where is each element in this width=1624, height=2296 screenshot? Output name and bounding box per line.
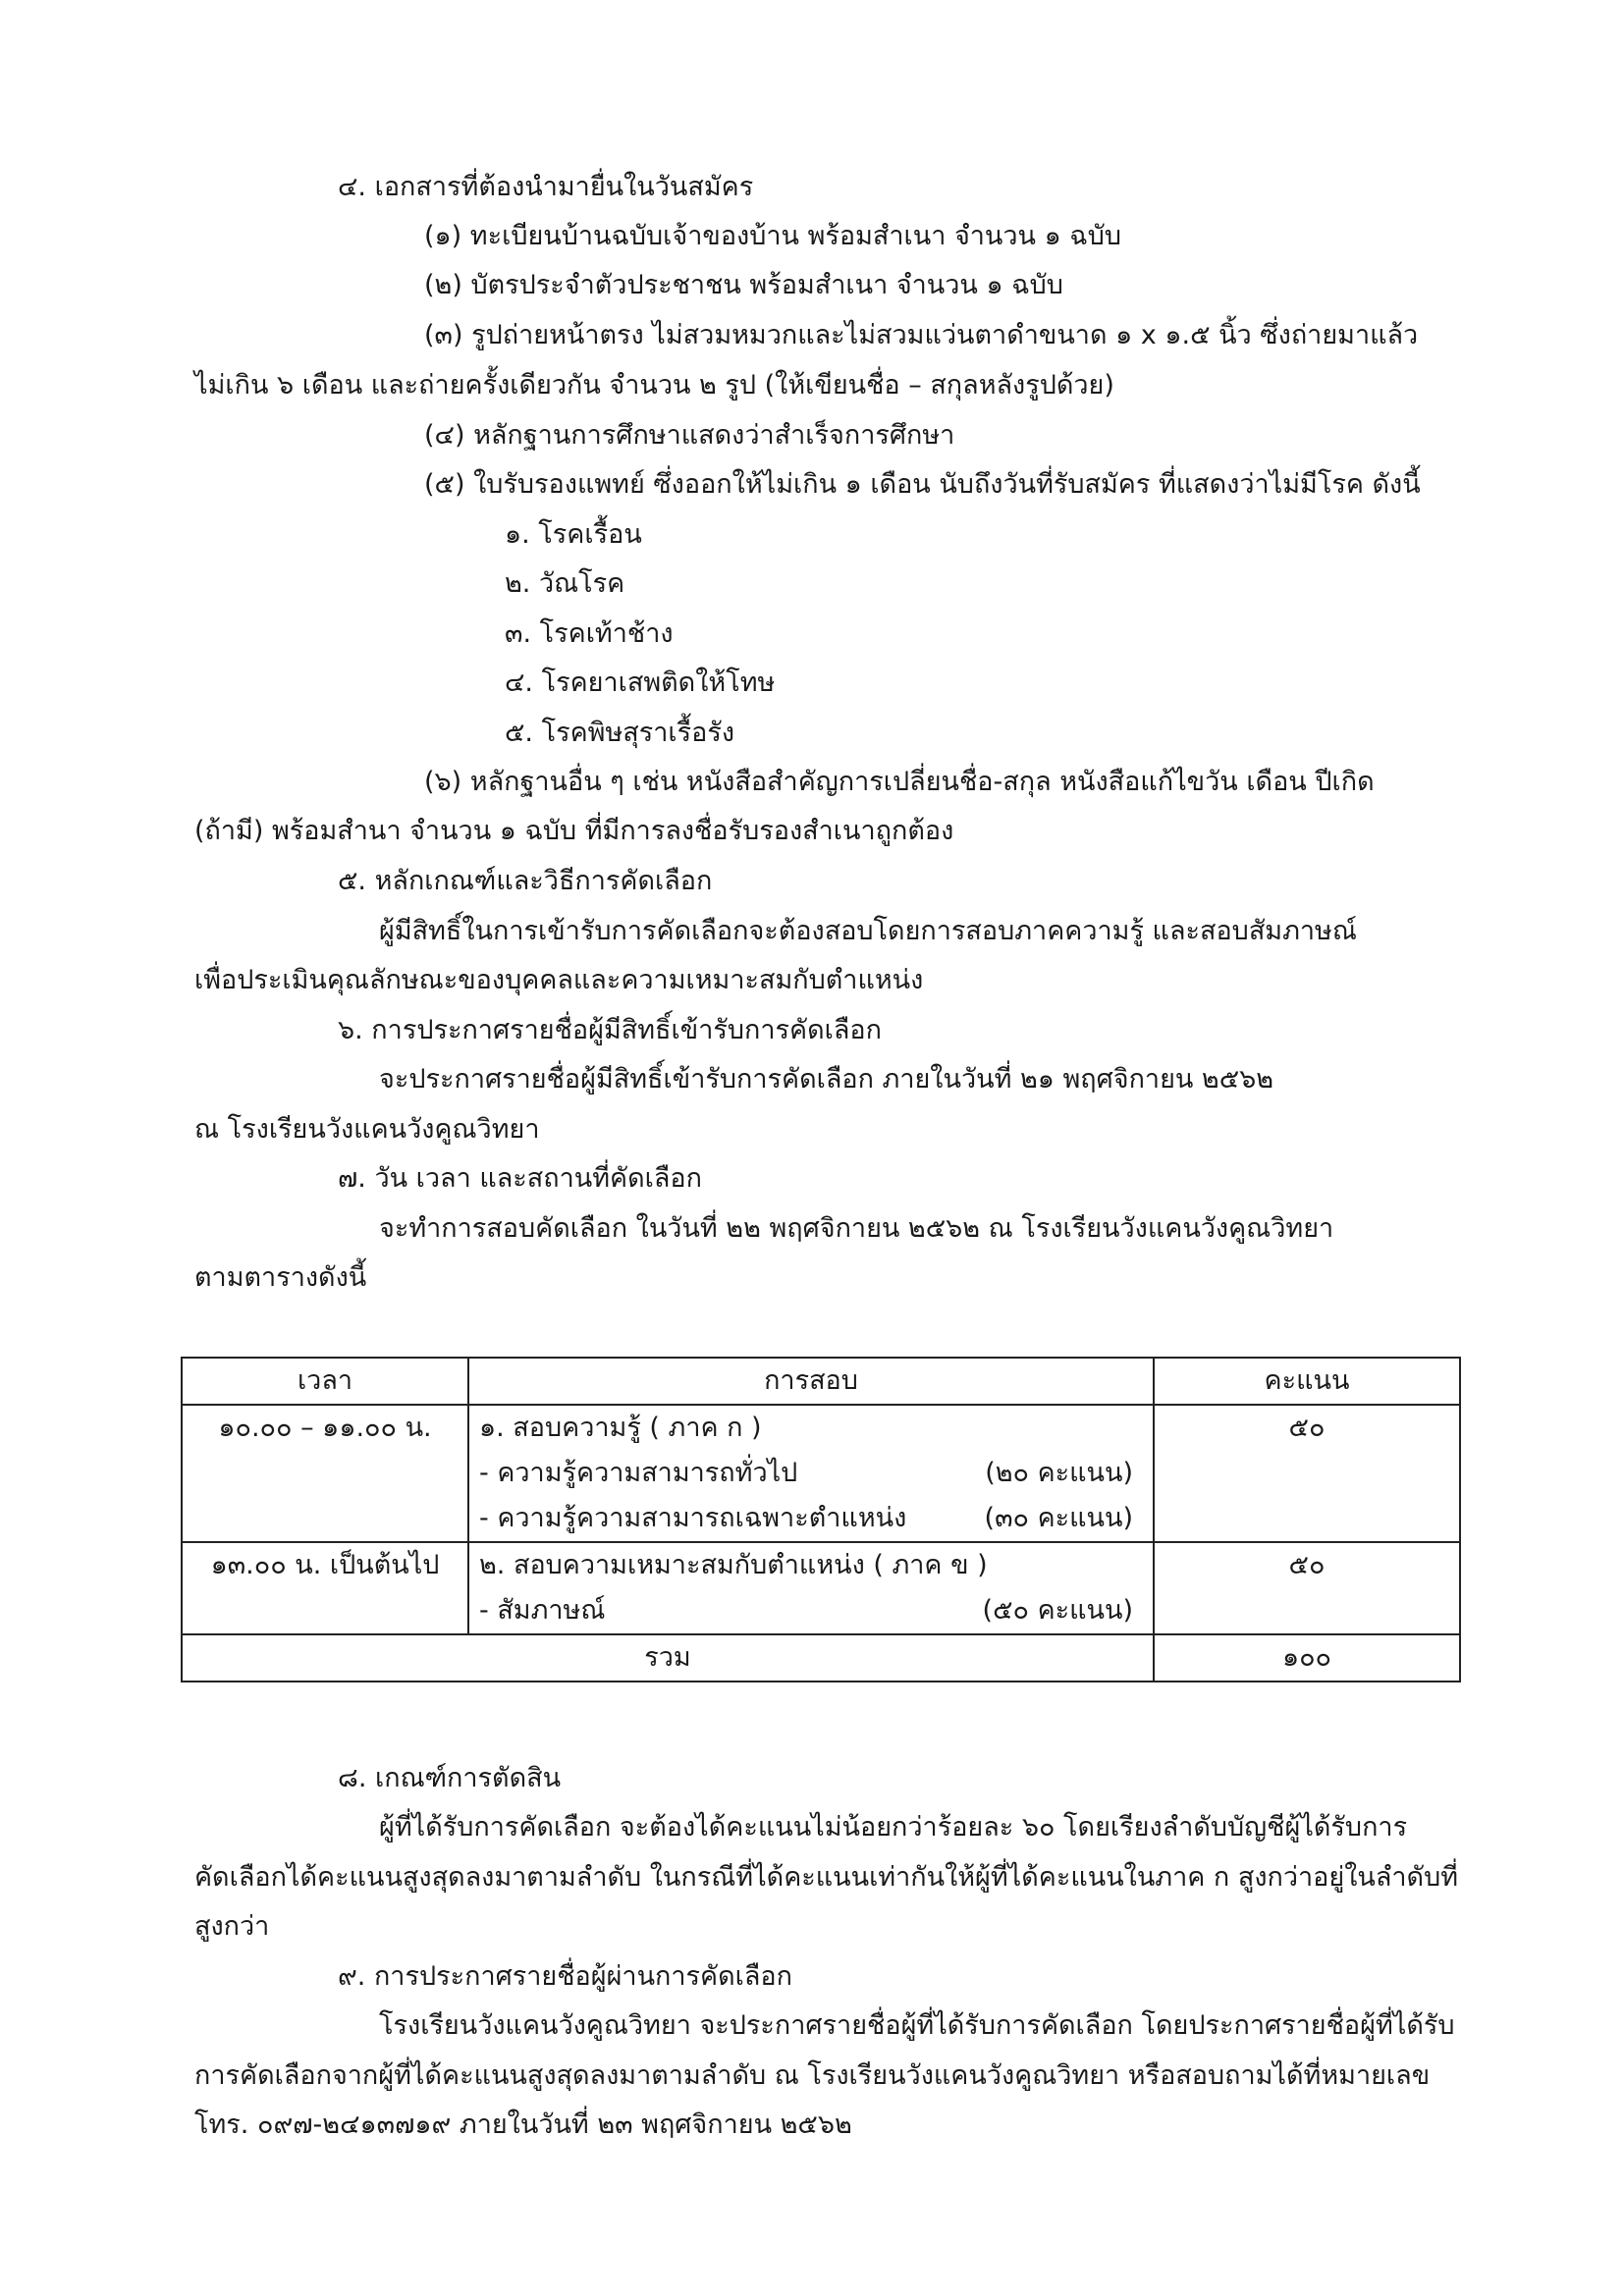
disease-item-1: ๑. โรคเรื้อน bbox=[505, 519, 642, 550]
doc-item-2: (๒) บัตรประจำตัวประชาชน พร้อมสำเนา จำนวน ๑ ฉบับ bbox=[424, 270, 1063, 300]
table-header-row bbox=[182, 1358, 1460, 1405]
row2-time: ๑๓.๐๐ น. เป็นต้นไป bbox=[182, 1542, 468, 1634]
section-8-para-line1: ผู้ที่ได้รับการคัดเลือก จะต้องได้คะแนนไม่น้อยกว่าร้อยละ ๖๐ โดยเรียงลำดับบัญชีผู้ได้รับการ bbox=[379, 1812, 1408, 1842]
table-row bbox=[182, 1542, 1460, 1634]
section-8-para-line3: สูงกว่า bbox=[194, 1911, 270, 1942]
row2-exam-title: ๒. สอบความเหมาะสมกับตำแหน่ง ( ภาค ข ) bbox=[479, 1550, 988, 1580]
section-6-para-line1: จะประกาศรายชื่อผู้มีสิทธิ์เข้ารับการคัดเลือก ภายในวันที่ ๒๑ พฤศจิกายน ๒๕๖๒ bbox=[379, 1064, 1274, 1095]
row2-sub1-label: - สัมภาษณ์ bbox=[479, 1595, 606, 1626]
doc-item-6-line1: (๖) หลักฐานอื่น ๆ เช่น หนังสือสำคัญการเปลี่ยนชื่อ-สกุล หนังสือแก้ไขวัน เดือน ปีเกิด bbox=[424, 767, 1375, 797]
row1-sub1-label: - ความรู้ความสามารถทั่วไป bbox=[479, 1458, 798, 1488]
header-exam: การสอบ bbox=[468, 1358, 1154, 1405]
row2-sub1-points: (๕๐ คะแนน) bbox=[982, 1595, 1133, 1626]
section-9-para-line3: โทร. ๐๙๗-๒๔๑๓๗๑๙ ภายในวันที่ ๒๓ พฤศจิกายน ๒๕๖๒ bbox=[194, 2109, 852, 2140]
disease-item-3: ๓. โรคเท้าช้าง bbox=[505, 618, 674, 649]
section-5-heading: ๕. หลักเกณฑ์และวิธีการคัดเลือก bbox=[338, 866, 713, 896]
section-7-para-line1: จะทำการสอบคัดเลือก ในวันที่ ๒๒ พฤศจิกายน ๒๕๖๒ ณ โรงเรียนวังแคนวังคูณวิทยา bbox=[379, 1213, 1334, 1244]
row1-sub-item-1 bbox=[479, 1457, 1143, 1490]
doc-item-1: (๑) ทะเบียนบ้านฉบับเจ้าของบ้าน พร้อมสำเนา จำนวน ๑ ฉบับ bbox=[424, 221, 1121, 251]
section-9-heading: ๙. การประกาศรายชื่อผู้ผ่านการคัดเลือก bbox=[338, 1961, 792, 1992]
section-8-heading: ๘. เกณฑ์การตัดสิน bbox=[338, 1763, 562, 1793]
exam-schedule-table bbox=[181, 1357, 1461, 1682]
row1-sub2-points: (๓๐ คะแนน) bbox=[984, 1503, 1133, 1533]
table-total-row bbox=[182, 1634, 1460, 1682]
row2-sub-item-1 bbox=[479, 1594, 1143, 1628]
doc-item-5: (๕) ใบรับรองแพทย์ ซึ่งออกให้ไม่เกิน ๑ เดือน นับถึงวันที่รับสมัคร ที่แสดงว่าไม่มีโรค ดังนี้ bbox=[424, 469, 1421, 500]
row1-time: ๑๐.๐๐ – ๑๑.๐๐ น. bbox=[182, 1405, 468, 1542]
disease-item-4: ๔. โรคยาเสพติดให้โทษ bbox=[505, 667, 776, 698]
row1-exam-cell bbox=[468, 1405, 1154, 1542]
disease-item-2: ๒. วัณโรค bbox=[505, 568, 625, 599]
row1-score: ๕๐ bbox=[1154, 1405, 1460, 1542]
header-score: คะแนน bbox=[1154, 1358, 1460, 1405]
section-7-heading: ๗. วัน เวลา และสถานที่คัดเลือก bbox=[338, 1163, 702, 1194]
doc-item-3-line2: ไม่เกิน ๖ เดือน และถ่ายครั้งเดียวกัน จำนวน ๒ รูป (ให้เขียนชื่อ – สกุลหลังรูปด้วย) bbox=[194, 370, 1114, 400]
section-6-heading: ๖. การประกาศรายชื่อผู้มีสิทธิ์เข้ารับการคัดเลือก bbox=[338, 1015, 882, 1045]
total-score: ๑๐๐ bbox=[1154, 1634, 1460, 1682]
doc-item-6-line2: (ถ้ามี) พร้อมสำนา จำนวน ๑ ฉบับ ที่มีการลงชื่อรับรองสำเนาถูกต้อง bbox=[194, 816, 954, 846]
doc-item-3-line1: (๓) รูปถ่ายหน้าตรง ไม่สวมหมวกและไม่สวมแว่นตาดำขนาด ๑ x ๑.๕ นิ้ว ซึ่งถ่ายมาแล้ว bbox=[424, 320, 1419, 350]
row1-sub1-points: (๒๐ คะแนน) bbox=[985, 1458, 1133, 1488]
total-label: รวม bbox=[182, 1634, 1154, 1682]
section-9-para-line2: การคัดเลือกจากผู้ที่ได้คะแนนสูงสุดลงมาตามลำดับ ณ โรงเรียนวังแคนวังคูณวิทยา หรือสอบถามได้ที่หมายเลข bbox=[194, 2060, 1431, 2091]
section-5-para-line1: ผู้มีสิทธิ์ในการเข้ารับการคัดเลือกจะต้องสอบโดยการสอบภาคความรู้ และสอบสัมภาษณ์ bbox=[379, 916, 1357, 946]
row1-exam-title: ๑. สอบความรู้ ( ภาค ก ) bbox=[479, 1413, 762, 1443]
doc-item-4: (๔) หลักฐานการศึกษาแสดงว่าสำเร็จการศึกษา bbox=[424, 420, 955, 451]
disease-item-5: ๕. โรคพิษสุราเรื้อรัง bbox=[505, 718, 735, 748]
header-time: เวลา bbox=[182, 1358, 468, 1405]
section-9-para-line1: โรงเรียนวังแคนวังคูณวิทยา จะประกาศรายชื่อผู้ที่ได้รับการคัดเลือก โดยประกาศรายชื่อผู้ที่ได้รับ bbox=[379, 2010, 1455, 2041]
row1-sub-item-2 bbox=[479, 1502, 1143, 1535]
row2-exam-cell bbox=[468, 1542, 1154, 1634]
section-6-para-line2: ณ โรงเรียนวังแคนวังคูณวิทยา bbox=[194, 1114, 540, 1145]
table-row bbox=[182, 1405, 1460, 1542]
section-8-para-line2: คัดเลือกได้คะแนนสูงสุดลงมาตามลำดับ ในกรณีที่ได้คะแนนเท่ากันให้ผู้ที่ได้คะแนนในภาค ก สูงกว่าอยู่ในลำดับที่ bbox=[194, 1862, 1459, 1893]
section-7-para-line2: ตามตารางดังนี้ bbox=[194, 1262, 367, 1293]
row1-sub2-label: - ความรู้ความสามารถเฉพาะตำแหน่ง bbox=[479, 1503, 907, 1533]
section-5-para-line2: เพื่อประเมินคุณลักษณะของบุคคลและความเหมาะสมกับตำแหน่ง bbox=[194, 965, 924, 995]
row2-score: ๕๐ bbox=[1154, 1542, 1460, 1634]
section-4-heading: ๔. เอกสารที่ต้องนำมายื่นในวันสมัคร bbox=[338, 172, 754, 202]
